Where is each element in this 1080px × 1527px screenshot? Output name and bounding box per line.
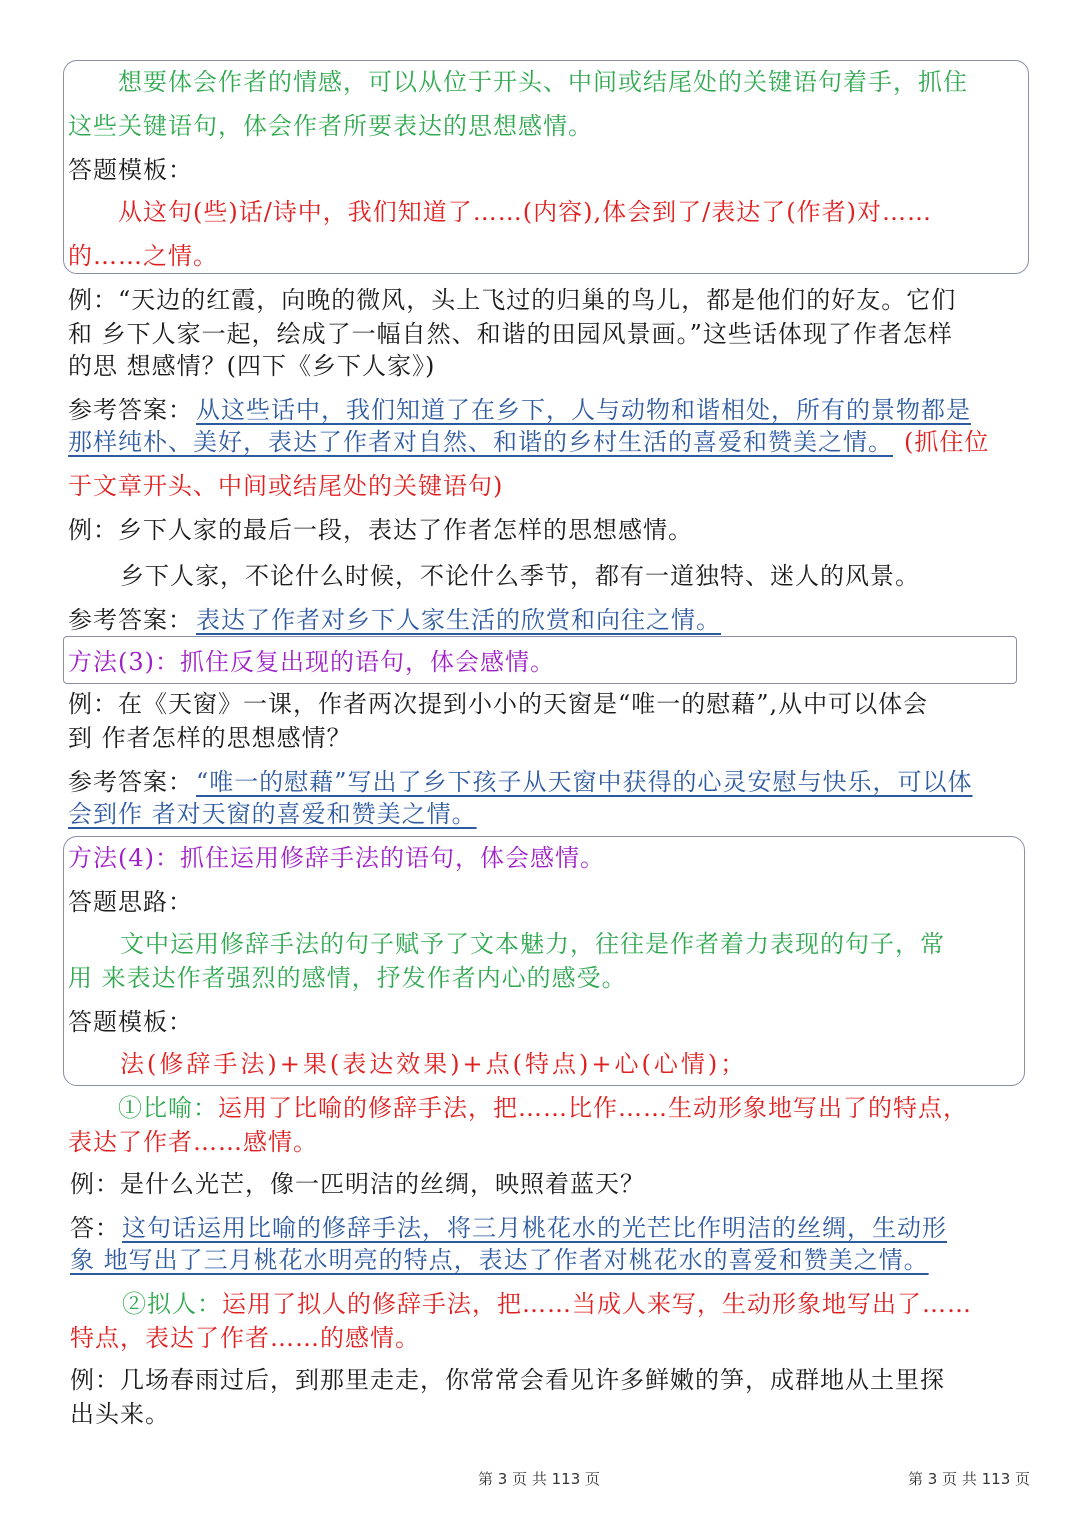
method4-idea-label: 答题思路： [68, 888, 193, 916]
template-line-1: 从这句(些)话/诗中，我们知道了……(内容),体会到了/表达了(作者)对…… [118, 198, 932, 226]
personification-example-line-1: 例：几场春雨过后，到那里走走，你常常会看见许多鲜嫩的笋，成群地从土里探 [70, 1366, 945, 1394]
example3-answer-line-2: 会到作 者对天窗的喜爱和赞美之情。 [68, 800, 477, 828]
personification-example-line-2: 出头来。 [70, 1400, 170, 1428]
example3-question-line-1: 例：在《天窗》一课，作者两次提到小小的天窗是“唯一的慰藉”,从中可以体会 [68, 690, 929, 718]
example1-question-line-1: 例：“天边的红霞，向晚的微风，头上飞过的归巢的鸟儿，都是他们的好友。它们 [68, 286, 957, 314]
example2-answer-text: 表达了作者对乡下人家生活的欣赏和向往之情。 [196, 606, 721, 634]
example1-answer-label: 参考答案： [68, 396, 193, 424]
example1-answer-line-2: 那样纯朴、美好，表达了作者对自然、和谐的乡村生活的喜爱和赞美之情。 [68, 428, 893, 456]
template-line-2: 的……之情。 [68, 242, 218, 270]
template-label: 答题模板： [68, 156, 193, 184]
example1-question-line-3: 的思 想感情？(四下《乡下人家》) [68, 352, 436, 380]
example2-answer-label: 参考答案： [68, 606, 193, 634]
metaphor-rule-line-1: 运用了比喻的修辞手法，把……比作……生动形象地写出了的特点， [218, 1094, 968, 1122]
example2-question-line-2: 乡下人家，不论什么时候，不论什么季节，都有一道独特、迷人的风景。 [120, 562, 920, 590]
example3-question-line-2: 到 作者怎样的思想感情？ [68, 724, 352, 752]
metaphor-label: ①比喻： [118, 1094, 218, 1122]
method4-idea-line-1: 文中运用修辞手法的句子赋予了文本魅力，往往是作者着力表现的句子，常 [120, 930, 945, 958]
page-number-left: 第 3 页 共 113 页 [478, 1470, 601, 1488]
personification-rule-line-2: 特点，表达了作者……的感情。 [70, 1324, 420, 1352]
example3-answer-line-1: “唯一的慰藉”写出了乡下孩子从天窗中获得的心灵安慰与快乐，可以体 [196, 768, 973, 796]
metaphor-rule-line-2: 表达了作者……感情。 [68, 1128, 318, 1156]
metaphor-answer-line-2: 象 地写出了三月桃花水明亮的特点，表达了作者对桃花水的喜爱和赞美之情。 [70, 1246, 929, 1274]
metaphor-answer-label: 答： [70, 1214, 120, 1242]
example1-answer-line-1: 从这些话中，我们知道了在乡下，人与动物和谐相处，所有的景物都是 [196, 396, 971, 424]
page-number-right: 第 3 页 共 113 页 [908, 1470, 1031, 1488]
method3-title: 方法(3)：抓住反复出现的语句，体会感情。 [68, 648, 555, 676]
example2-question-line-1: 例：乡下人家的最后一段，表达了作者怎样的思想感情。 [68, 516, 693, 544]
personification-rule-line-1: 运用了拟人的修辞手法，把……当成人来写，生动形象地写出了…… [222, 1290, 972, 1318]
example1-question-line-2: 和 乡下人家一起，绘成了一幅自然、和谐的田园风景画。”这些话体现了作者怎样 [68, 320, 953, 348]
example3-answer-label: 参考答案： [68, 768, 193, 796]
metaphor-example: 例：是什么光芒，像一匹明洁的丝绸，映照着蓝天？ [70, 1170, 645, 1198]
intro-line-1: 想要体会作者的情感，可以从位于开头、中间或结尾处的关键语句着手，抓住 [118, 68, 968, 96]
method4-title: 方法(4)：抓住运用修辞手法的语句，体会感情。 [68, 844, 605, 872]
method4-formula: 法(修辞手法)+果(表达效果)+点(特点)+心(心情)； [120, 1050, 748, 1078]
method4-template-label: 答题模板： [68, 1008, 193, 1036]
intro-line-2: 这些关键语句，体会作者所要表达的思想感情。 [68, 112, 593, 140]
example1-answer-note-1: (抓住位 [904, 428, 990, 456]
personification-label: ②拟人： [122, 1290, 222, 1318]
metaphor-answer-line-1: 这句话运用比喻的修辞手法，将三月桃花水的光芒比作明洁的丝绸，生动形 [122, 1214, 947, 1242]
method4-idea-line-2: 用 来表达作者强烈的感情，抒发作者内心的感受。 [68, 964, 627, 992]
example1-answer-note-2: 于文章开头、中间或结尾处的关键语句) [68, 472, 504, 500]
